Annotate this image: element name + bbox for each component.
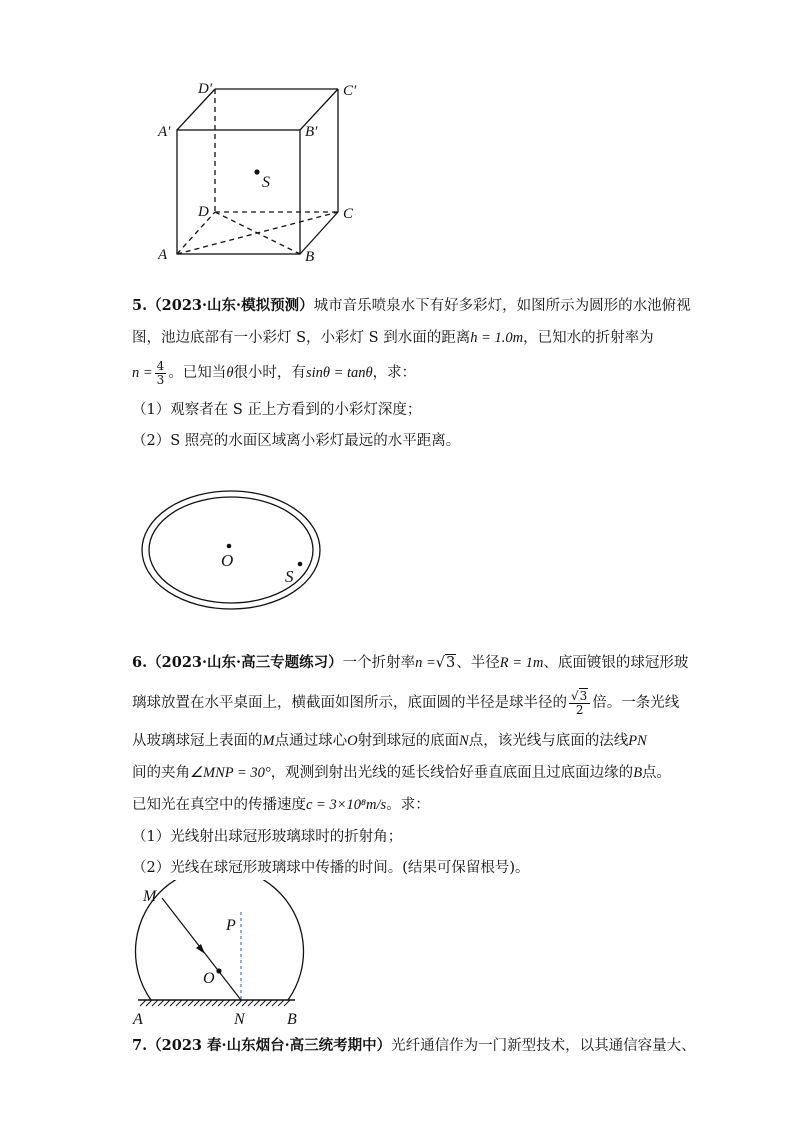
q6-text-4c: 点。: [642, 765, 672, 781]
q6-text-5b: 。求：: [386, 797, 430, 813]
q7-text: 光纤通信作为一门新型技术，以其通信容量大、: [391, 1038, 696, 1054]
q6-frac-sqrt: 3: [579, 688, 588, 703]
q6-r-expr: R = 1m: [499, 655, 544, 671]
q6-text-3a: 从玻璃球冠上表面的: [132, 733, 263, 749]
q7-source: （2023 春·山东烟台·高三统考期中）: [147, 1037, 392, 1054]
q7-line1: [132, 1036, 694, 1056]
ray-arrow: [196, 944, 205, 954]
q5-n-left: n =: [132, 365, 153, 381]
cap-figure: [130, 880, 310, 1030]
q6-m: M: [262, 733, 275, 749]
q6-angle: ∠MNP = 30°: [190, 765, 271, 781]
label-n: N: [234, 1011, 245, 1028]
pool-figure: [140, 485, 325, 610]
q5-text-1: 城市音乐喷泉水下有好多彩灯，如图所示为圆形的水池俯视: [313, 298, 691, 314]
q5-sub2: （2）S 照亮的水面区域离小彩灯最远的水平距离。: [132, 433, 461, 449]
q6-text-5a: 已知光在真空中的传播速度: [132, 797, 306, 813]
label-a: A: [158, 247, 168, 263]
q5-sin-eq: sinθ = tanθ: [305, 365, 373, 381]
q6-pn: PN: [628, 733, 647, 749]
q5-line3: [132, 356, 684, 390]
q5-h-expr: h = 1.0m: [470, 330, 524, 346]
q6-line3: [132, 731, 684, 751]
q5-text-3b: 很小时，有: [233, 365, 306, 381]
label-p: P: [226, 917, 236, 934]
lamp-s: [298, 562, 303, 567]
q6-text-4b: ，观测到射出光线的延长线恰好垂直底面且过底面边缘的: [270, 765, 634, 781]
q6-text-3b: 点通过球心: [274, 733, 348, 749]
q6-number: 6.: [132, 654, 148, 671]
q6-sub2: （2）光线在球冠形玻璃球中传播的时间。(结果可保留根号)。: [132, 860, 530, 876]
q6-text-3d: 点，该光线与底面的法线: [468, 733, 629, 749]
label-s: S: [285, 567, 294, 586]
label-a-prime: A′: [158, 124, 171, 140]
q6-text-3c: 射到球冠的底面: [357, 733, 460, 749]
q6-n-sqrt: 3: [446, 655, 456, 671]
q6-line4: [132, 763, 684, 783]
label-d: D: [198, 204, 209, 220]
q5-theta: θ: [226, 365, 234, 381]
q5-text-2a: 图，池边底部有一小彩灯 S，小彩灯 S 到水面的距离: [132, 330, 471, 346]
q6-line5: [132, 795, 684, 815]
q6-text-1b: 、半径: [456, 655, 500, 671]
label-s: S: [262, 174, 270, 191]
q6-sub1: （1）光线射出球冠形玻璃球时的折射角；: [132, 829, 403, 845]
q5-sub1: （1）观察者在 S 正上方看到的小彩灯深度；: [132, 402, 422, 418]
q6-n-expr: n =: [415, 655, 436, 671]
q6-source: （2023·山东·高三专题练习）: [147, 654, 343, 671]
label-m: M: [143, 888, 157, 905]
q6-text-1c: 、底面镀银的球冠形玻: [543, 655, 689, 671]
label-d-prime: D′: [198, 81, 213, 97]
q5-source: （2023·山东·模拟预测）: [147, 297, 314, 314]
cube-figure: [150, 75, 370, 270]
center-o: [227, 544, 232, 549]
label-b: B: [287, 1011, 297, 1028]
q6-text-2b: 倍。一条光线: [592, 695, 680, 711]
label-b: B: [305, 249, 315, 265]
q6-ratio-fraction: $\frac{√3}{2}$: [569, 690, 590, 717]
q5-n-den: 3: [156, 372, 165, 387]
q5-n-fraction: [155, 360, 167, 387]
q5-n-num: 4: [156, 358, 165, 373]
q5-line2: [132, 328, 684, 348]
q6-text-4a: 间的夹角: [132, 765, 190, 781]
q5-text-3c: ，求：: [372, 365, 417, 381]
q6-frac-den: 2: [575, 702, 584, 717]
q6-o: O: [347, 733, 358, 749]
label-o: O: [203, 970, 215, 987]
point-s: [254, 169, 259, 174]
q5-text-2b: ，已知水的折射率为: [523, 330, 654, 346]
label-b-prime: B′: [305, 124, 318, 140]
center-o: [216, 968, 221, 973]
q6-text-2a: 璃球放置在水平桌面上，横截面如图所示，底面圆的半径是球半径的: [132, 695, 567, 711]
label-c-prime: C′: [343, 83, 357, 99]
q7-number: 7.: [132, 1037, 148, 1054]
q6-text-1a: 一个折射率: [342, 655, 416, 671]
q6-line2: [132, 685, 684, 721]
q6-b: B: [633, 765, 643, 781]
label-o: O: [221, 551, 234, 570]
label-a: A: [133, 1011, 143, 1028]
q5-line1: [132, 296, 691, 316]
q6-n: N: [459, 733, 469, 749]
q6-c-expr: c = 3×10⁸m/s: [306, 797, 387, 813]
q6-line1: 6.（2023·山东·高三专题练习）一个折射率n =√3、半径R = 1m、底面镀银的球冠形玻: [132, 654, 689, 671]
q5-text-3a: 。已知当: [168, 365, 227, 381]
q5-number: 5.: [132, 297, 148, 314]
label-c: C: [343, 206, 354, 222]
